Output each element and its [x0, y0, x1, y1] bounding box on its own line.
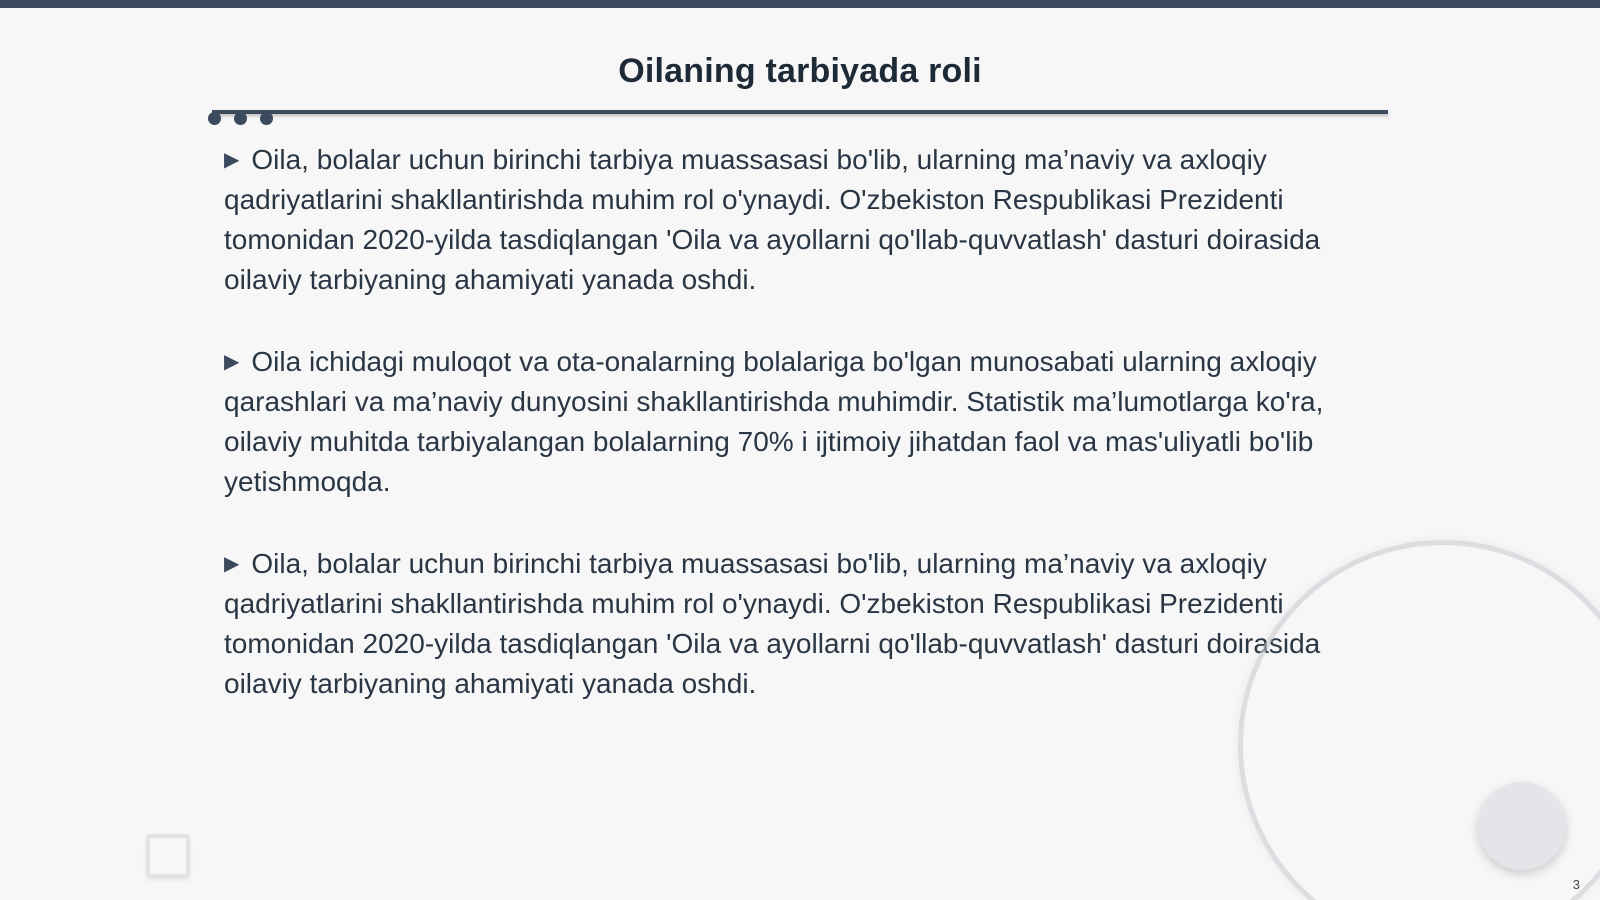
- bullet-paragraph: [224, 140, 1374, 300]
- paragraph-text: Oila, bolalar uchun birinchi tarbiya muassasasi bo'lib, ularning ma’naviy va axloqiy qadriyatlarini shakllantirishda muhim rol o'ynaydi. O'zbekiston Respublikasi Prezidenti tomonidan 2020-yilda tasdiqlangan 'Oila va ayollarni qo'llab-quvvatlash' dasturi doirasida oilaviy tarbiyaning ahamiyati yanada oshdi.: [224, 144, 1321, 295]
- triangle-right-icon: ▶: [224, 553, 240, 575]
- triangle-right-icon: ▶: [224, 351, 240, 373]
- paragraph-text: Oila ichidagi muloqot va ota-onalarning bolalariga bo'lgan munosabati ularning axloqiy qarashlari va ma’naviy dunyosini shakllantirishda muhimdir. Statistik ma’lumotlarga ko'ra, oilaviy muhitda tarbiyalangan bolalarning 70% i ijtimoiy jihatdan faol va mas'uliyatli bo'lib yetishmoqda.: [224, 346, 1324, 497]
- top-band: [0, 0, 1600, 8]
- bullet-paragraph: [224, 544, 1374, 704]
- title-divider: [212, 110, 1388, 114]
- slide-title: Oilaning tarbiyada roli: [618, 52, 982, 90]
- decorative-square: [146, 834, 190, 878]
- divider-dot: [234, 112, 247, 125]
- paragraph-text: Oila, bolalar uchun birinchi tarbiya muassasasi bo'lib, ularning ma’naviy va axloqiy qadriyatlarini shakllantirishda muhim rol o'ynaydi. O'zbekiston Respublikasi Prezidenti tomonidan 2020-yilda tasdiqlangan 'Oila va ayollarni qo'llab-quvvatlash' dasturi doirasida oilaviy tarbiyaning ahamiyati yanada oshdi.: [224, 548, 1321, 699]
- bullet-paragraph: [224, 342, 1374, 502]
- triangle-right-icon: ▶: [224, 149, 240, 171]
- divider-dot: [208, 112, 221, 125]
- page-number: 3: [1572, 877, 1580, 892]
- slide-content: [224, 140, 1374, 746]
- decorative-circle: [1478, 782, 1566, 870]
- divider-dot: [260, 112, 273, 125]
